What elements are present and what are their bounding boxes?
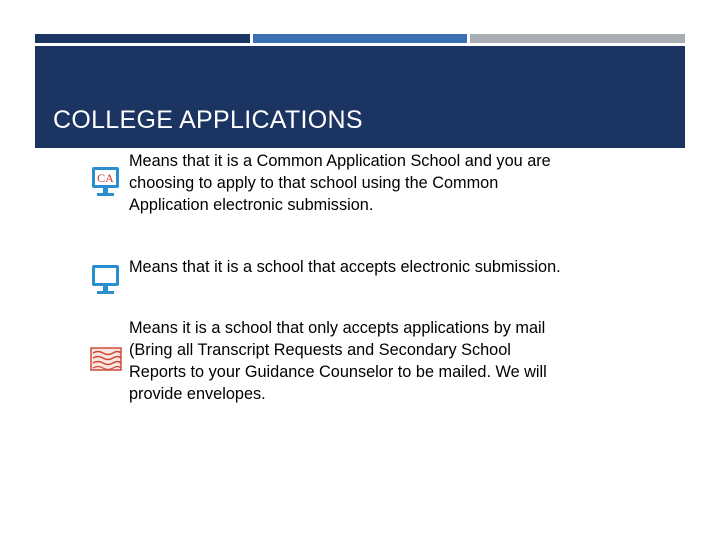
mail-description: Means it is a school that only accepts applications by mail (Bring all Transcript Requests and Secondary School Reports to your Guidance Counselor to be mailed. We will provide envelopes. xyxy=(129,319,547,403)
common-app-computer-icon xyxy=(90,164,122,200)
accent-bar-dark xyxy=(35,34,250,43)
computer-icon xyxy=(90,262,122,298)
envelope-icon xyxy=(90,345,122,373)
common-app-description: Means that it is a Common Application School and you are choosing to apply to that school using the Common Application electronic submission. xyxy=(129,152,551,214)
electronic-description: Means that it is a school that accepts electronic submission. xyxy=(129,258,561,276)
common-app-label: CA xyxy=(97,171,114,185)
accent-bar-light xyxy=(470,34,685,43)
slide-title: COLLEGE APPLICATIONS xyxy=(53,106,363,134)
accent-bar-mid xyxy=(253,34,467,43)
